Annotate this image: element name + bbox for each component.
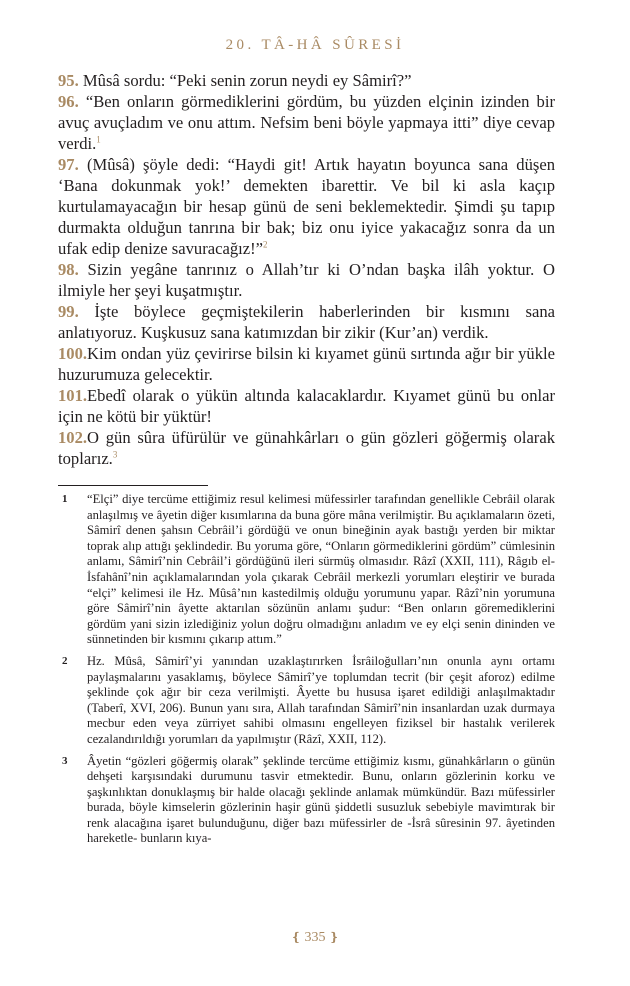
footnote-1: [62, 492, 555, 648]
footnote-3: [62, 754, 555, 848]
verse-96: [58, 91, 555, 154]
verse-text: Ebedî olarak o yükün altında kalacaklardır. Kıyamet günü bu onlar için ne kötü bir yüktür!: [58, 386, 555, 426]
verse-text: Kim ondan yüz çevirirse bilsin ki kıyamet günü sırtında ağır bir yükle huzurumuza gelecektir.: [58, 344, 555, 384]
footnote-ref[interactable]: 3: [112, 449, 118, 460]
verse-100: [58, 343, 555, 385]
verse-number: 99.: [58, 302, 79, 321]
verse-97: [58, 154, 555, 259]
verse-number: 100.: [58, 344, 88, 363]
verse-number: 97.: [58, 155, 79, 174]
footnote-number: 2: [62, 654, 68, 667]
verse-98: [58, 259, 555, 301]
footnotes-block: [62, 492, 555, 853]
verse-number: 95.: [58, 71, 79, 90]
ornament-right-icon: ❵: [329, 930, 340, 944]
footnote-text: Âyetin “gözleri göğermiş olarak” şeklinde tercüme ettiğimiz kısmı, günahkârların o günün dehşeti karşısındaki durumunu tasvir etmektedir. Bunu, onların gözlerinin korku ve şaşkınlıktan donuklaşmış bir halde olacağı şeklinde anlamak mümkündür. Bazı müfessirler burada, böyle kimselerin gözlerinin haşir günü şiddetli susuzluk sebebiyle mavimtırak bir renk alacağına işaret bulunduğunu, diğer bazı müfessirler de -İsrâ sûresinin 97. âyetinden hareketle- bunların kıya-: [87, 753, 555, 846]
verse-text: O gün sûra üfürülür ve günahkârları o gün gözleri göğermiş olarak toplarız.: [58, 428, 555, 468]
verse-102: [58, 427, 555, 469]
verses-block: [58, 70, 555, 469]
verse-101: [58, 385, 555, 427]
ornament-left-icon: ❴: [290, 930, 301, 944]
verse-text: (Mûsâ) şöyle dedi: “Haydi git! Artık hayatın boyunca sana düşen ‘Bana dokunmak yok!’ demekten ibarettir. Ve bil ki asla kaçıp kurtulamayacağın bir hesap günü de seni beklemektedir. Şimdi şu tapıp durmakta olduğun tanrına bir bak; biz onu iyice yakacağız sonra da un ufak edip denize savuracağız!”: [58, 155, 555, 258]
footnote-ref[interactable]: 2: [263, 239, 268, 250]
verse-99: [58, 301, 555, 343]
verse-number: 98.: [58, 260, 79, 279]
verse-text: İşte böylece geçmiştekilerin haberlerinden bir kısmını sana anlatıyoruz. Kuşkusuz sana katımızdan bir zikir (Kur’an) verdik.: [58, 302, 555, 342]
verse-number: 102.: [58, 428, 88, 447]
footnote-number: 3: [62, 754, 68, 767]
chapter-header: 20. TÂ-HÂ SÛRESİ: [225, 37, 405, 53]
footnote-text: Hz. Mûsâ, Sâmirî’yi yanından uzaklaştırırken İsrâiloğulları’nın onunla aynı ortamı paylaşmalarını yasaklamış, böylece Sâmirî’ye toplumdan tecrit (bir çeşit aforoz) edilme şeklinde çok ağır bir ceza verilmişti. Âyette bu hususa işaret edildiği anlaşılmaktadır (Taberî, XVI, 206). Bunun yanı sıra, Allah tarafından Sâmirî’nin insanlardan uzak durmaya mecbur eden veya zürriyet sahibi olmasını engelleyen fiziksel bir hastalık verilerek cezalandırıldığı yorumları da yapılmıştır (Râzî, XXII, 112).: [87, 653, 555, 746]
footnote-divider: [58, 485, 208, 486]
verse-number: 101.: [58, 386, 88, 405]
page-number-text: 335: [304, 930, 326, 945]
footnote-text: “Elçi” diye tercüme ettiğimiz resul kelimesi müfessirler tarafından genellikle Cebrâil olarak anlaşılmış ve âyetin diğer kısımlarına da buna göre mâna verilmiştir. Bu açıklamaların özeti, Sâmirî denen şahsın Cebrâil’i gördüğü ve onun bineğinin ayak bastığı yerden bir miktar toprak alıp attığı şeklindedir. Bu yoruma göre, “Onların görmediklerini gördüm” cümlesinin anlamı, Sâmirî’nin Cebrâil’i gördüğünü ileri sürmüş olmasıdır. Râzî (XXII, 111), Râgıb el-İsfahânî’nin açıklamalarından yola çıkarak Cebrâil merkezli yorumları eleştirir ve burada “elçi” kelimesi ile Hz. Mûsâ’nın kastedilmiş olduğu yorumunu yapar. Râzî’nin yorumuna göre Sâmirî’nin âyette aktarılan sözünün anlamı şudur: “Ben onların göremediklerini gördüm yani sizin izlediğiniz yolun doğru olmadığını anladım ve ey elçi senin dininden ve sünnetinden bir kısmını çıkarıp attım.”: [87, 492, 555, 647]
footnote-ref[interactable]: 1: [96, 134, 101, 145]
verse-text: Sizin yegâne tanrınız o Allah’tır ki O’ndan başka ilâh yoktur. O ilmiyle her şeyi kuşatmıştır.: [58, 260, 555, 300]
verse-95: [58, 70, 555, 91]
verse-text: “Ben onların görmediklerini gördüm, bu yüzden elçinin izinden bir avuç avuçladım ve onu attım. Nefsim beni böyle yapmaya itti” diye cevap verdi.: [58, 92, 555, 153]
page-number: [0, 930, 630, 946]
verse-text: Mûsâ sordu: “Peki senin zorun neydi ey Sâmirî?”: [82, 71, 412, 90]
footnote-number: 1: [62, 493, 68, 505]
footnote-2: [62, 654, 555, 748]
verse-number: 96.: [58, 92, 79, 111]
